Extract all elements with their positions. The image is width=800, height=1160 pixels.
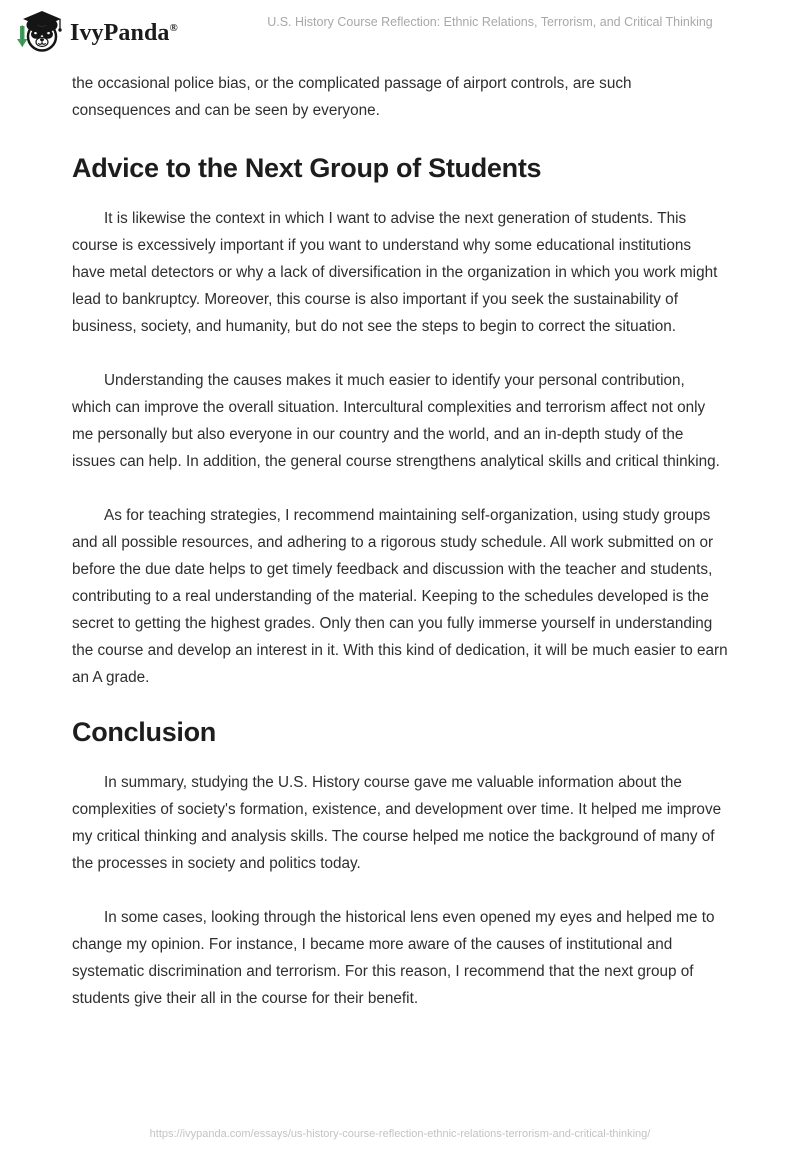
paragraph: In summary, studying the U.S. History course gave me valuable information about the complexities of society's formation, existence, and development over time. It helped me improve my critical thinking and analysis skills. The course helped me notice the background of many of the processes in society and politics today. [72,774,722,872]
page-header [0,0,800,62]
document-title-header: U.S. History Course Reflection: Ethnic Relations, Terrorism, and Critical Thinking [267,15,713,29]
brand-name-text: IvyPanda [70,20,170,46]
section-heading-wrapper [72,124,728,205]
paragraph: It is likewise the context in which I want to advise the next generation of students. This course is excessively important if you want to understand why some educational institutions have metal detectors or why a lack of diversification in the organization in which you work might lead to bankruptcy. Moreover, this course is also important if you seek the sustainability of business, society, and humanity, but do not see the steps to begin to correct the situation. [72,210,718,335]
section-heading-wrapper [72,691,728,769]
paragraph: In some cases, looking through the historical lens even opened my eyes and helped me to change my opinion. For instance, I became more aware of the causes of institutional and systematic discrimination and terrorism. For this reason, I recommend that the next group of students give their all in the course for their benefit. [72,909,715,1007]
brand-logo[interactable] [12,8,178,56]
source-url-link[interactable]: https://ivypanda.com/essays/us-history-course-reflection-ethnic-relations-terrorism-and-critical-thinking/ [149,1128,651,1140]
section-heading-conclusion: Conclusion [72,717,216,747]
page-footer [0,1124,800,1142]
brand-wordmark [70,21,178,45]
paragraph: As for teaching strategies, I recommend maintaining self-organization, using study groups and all possible resources, and adhering to a rigorous study schedule. All work submitted on or before the due date helps to get timely feedback and discussion with the teacher and students, contributing to a real understanding of the material. Keeping to the schedules developed is the secret to getting the highest grades. Only then can you fully immerse yourself in understanding the course and develop an interest in it. With this kind of dedication, it will be much easier to earn an A grade. [72,507,728,686]
paragraph: Understanding the causes makes it much easier to identify your personal contribution, which can improve the overall situation. Intercultural complexities and terrorism affect not only me personally but also everyone in our country and the world, and an in-depth study of the issues can help. In addition, the general course strengthens analytical skills and critical thinking. [72,372,720,470]
article-body [72,70,728,1012]
paragraph-spacer [72,475,728,502]
panda-graduate-logo-icon [12,8,64,56]
paragraph-spacer [72,340,728,367]
paragraph-spacer [72,877,728,904]
registered-trademark-symbol: ® [169,22,178,34]
section-heading-advice: Advice to the Next Group of Students [72,153,542,183]
paragraph-continued: the occasional police bias, or the complicated passage of airport controls, are such consequences and can be seen by everyone. [72,75,632,119]
